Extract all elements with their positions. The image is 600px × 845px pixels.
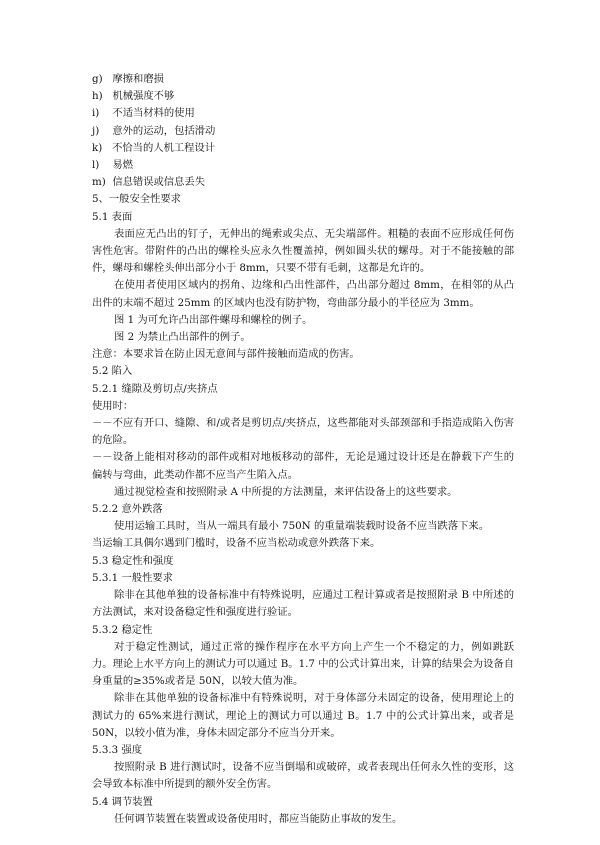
section-5-1-paragraph-1: 表面应无凸出的钉子，无伸出的绳索或尖点、无尖端部件。粗糙的表面不应形成任何伤害性危害。带附件的凸出的螺栓头应永久性覆盖掉，例如圆头状的螺母。对于不能接触的部件，螺母和螺栓头伸出部分小于 8mm，只要不带有毛刺，这都是允许的。: [92, 227, 514, 275]
section-5-2-2-title: 5.2.2 意外跌落: [92, 503, 163, 516]
list-item-h: h) 机械强度不够: [92, 90, 175, 103]
section-5-3-1-paragraph: 除非在其他单独的设备标准中有特殊说明，应通过工程计算或者是按照附录 B 中所述的方法测试，来对设备稳定性和强度进行验证。: [92, 589, 514, 619]
section-5-2-1-use-label: 使用时：: [92, 399, 134, 412]
section-5-4-title: 5.4 调节装置: [92, 795, 153, 808]
list-item-g: g) 摩擦和磨损: [92, 73, 164, 85]
section-5-3-2-title: 5.3.2 稳定性: [92, 623, 153, 636]
section-5-2-1-dash-2: －－设备上能相对移动的部件或相对地板移动的部件，无论是通过设计还是在静载下产生的偏转与弯曲，此类动作都不应当产生陷入点。: [92, 451, 514, 481]
section-5-2-2-paragraph-1: 使用运输工具时，当从一端具有最小 750N 的重量端装载时设备不应当跌落下来。: [114, 520, 490, 533]
section-5-2-1-title: 5.2.1 缝隙及剪切点/夹挤点: [92, 382, 218, 395]
note: 注意：本要求旨在防止因无意间与部件接触而造成的伤害。: [92, 348, 360, 361]
figure-2-caption: 图 2 为禁止凸出部件的例子。: [114, 331, 251, 344]
section-5-1-paragraph-2: 在使用者使用区域内的拐角、边缘和凸出性部件，凸出部分超过 8mm，在相邻的从凸出件的末端不超过 25mm 的区域内也没有防护物，弯曲部分最小的半径应为 3mm。: [92, 279, 514, 309]
section-5-3-title: 5.3 稳定性和强度: [92, 554, 174, 567]
list-item-i: i) 不适当材料的使用: [92, 107, 195, 120]
list-item-k: k) 不恰当的人机工程设计: [92, 141, 216, 154]
list-item-j: j) 意外的运动，包括滑动: [92, 124, 216, 137]
section-5-3-3-title: 5.3.3 强度: [92, 743, 143, 756]
section-5-3-3-paragraph: 按照附录 B 进行测试时，设备不应当倒塌和或破碎，或者表现出任何永久性的变形，这会导致本标准中所提到的额外安全伤害。: [92, 761, 514, 791]
section-5-1-title: 5.1 表面: [92, 210, 133, 223]
section-5-3-2-paragraph-1: 对于稳定性测试，通过正常的操作程序在水平方向上产生一个不稳定的力，例如跳跃力。理论上水平方向上的测试力可以通过 B。1.7 中的公式计算出来，计算的结果会为设备自身重量的≥35%或者是 50N，以较大值为准。: [92, 640, 514, 688]
section-5-2-1-dash-1: －－不应有开口、缝隙、和/或者是剪切点/夹挤点，这些都能对头部颈部和手指造成陷入伤害的危险。: [92, 417, 514, 447]
figure-1-caption: 图 1 为可允许凸出部件螺母和螺栓的例子。: [114, 313, 313, 326]
section-5-2-title: 5.2 陷入: [92, 365, 133, 378]
section-5-4-paragraph: 任何调节装置在装置或设备使用时，都应当能防止事故的发生。: [114, 812, 403, 825]
list-item-m: m) 信息错误或信息丢失: [92, 176, 205, 189]
list-item-l: l) 易燃: [92, 159, 133, 172]
section-5-2-2-paragraph-2: 当运输工具偶尔遇到门槛时，设备不应当松动或意外跌落下来。: [92, 537, 381, 550]
section-5-2-1-paragraph: 通过视觉检查和按照附录 A 中所提的方法测量，来评估设备上的这些要求。: [114, 485, 458, 498]
section-5-3-2-paragraph-2: 除非在其他单独的设备标准中有特殊说明，对于身体部分未固定的设备，使用理论上的测试力的 65%来进行测试，理论上的测试力可以通过 B。1.7 中的公式计算出来，或者是 50N，以较小值为准，身体未固定部分不应当分开来。: [92, 692, 514, 739]
section-5-title: 5、一般安全性要求: [92, 193, 181, 206]
section-5-3-1-title: 5.3.1 一般性要求: [92, 571, 173, 584]
